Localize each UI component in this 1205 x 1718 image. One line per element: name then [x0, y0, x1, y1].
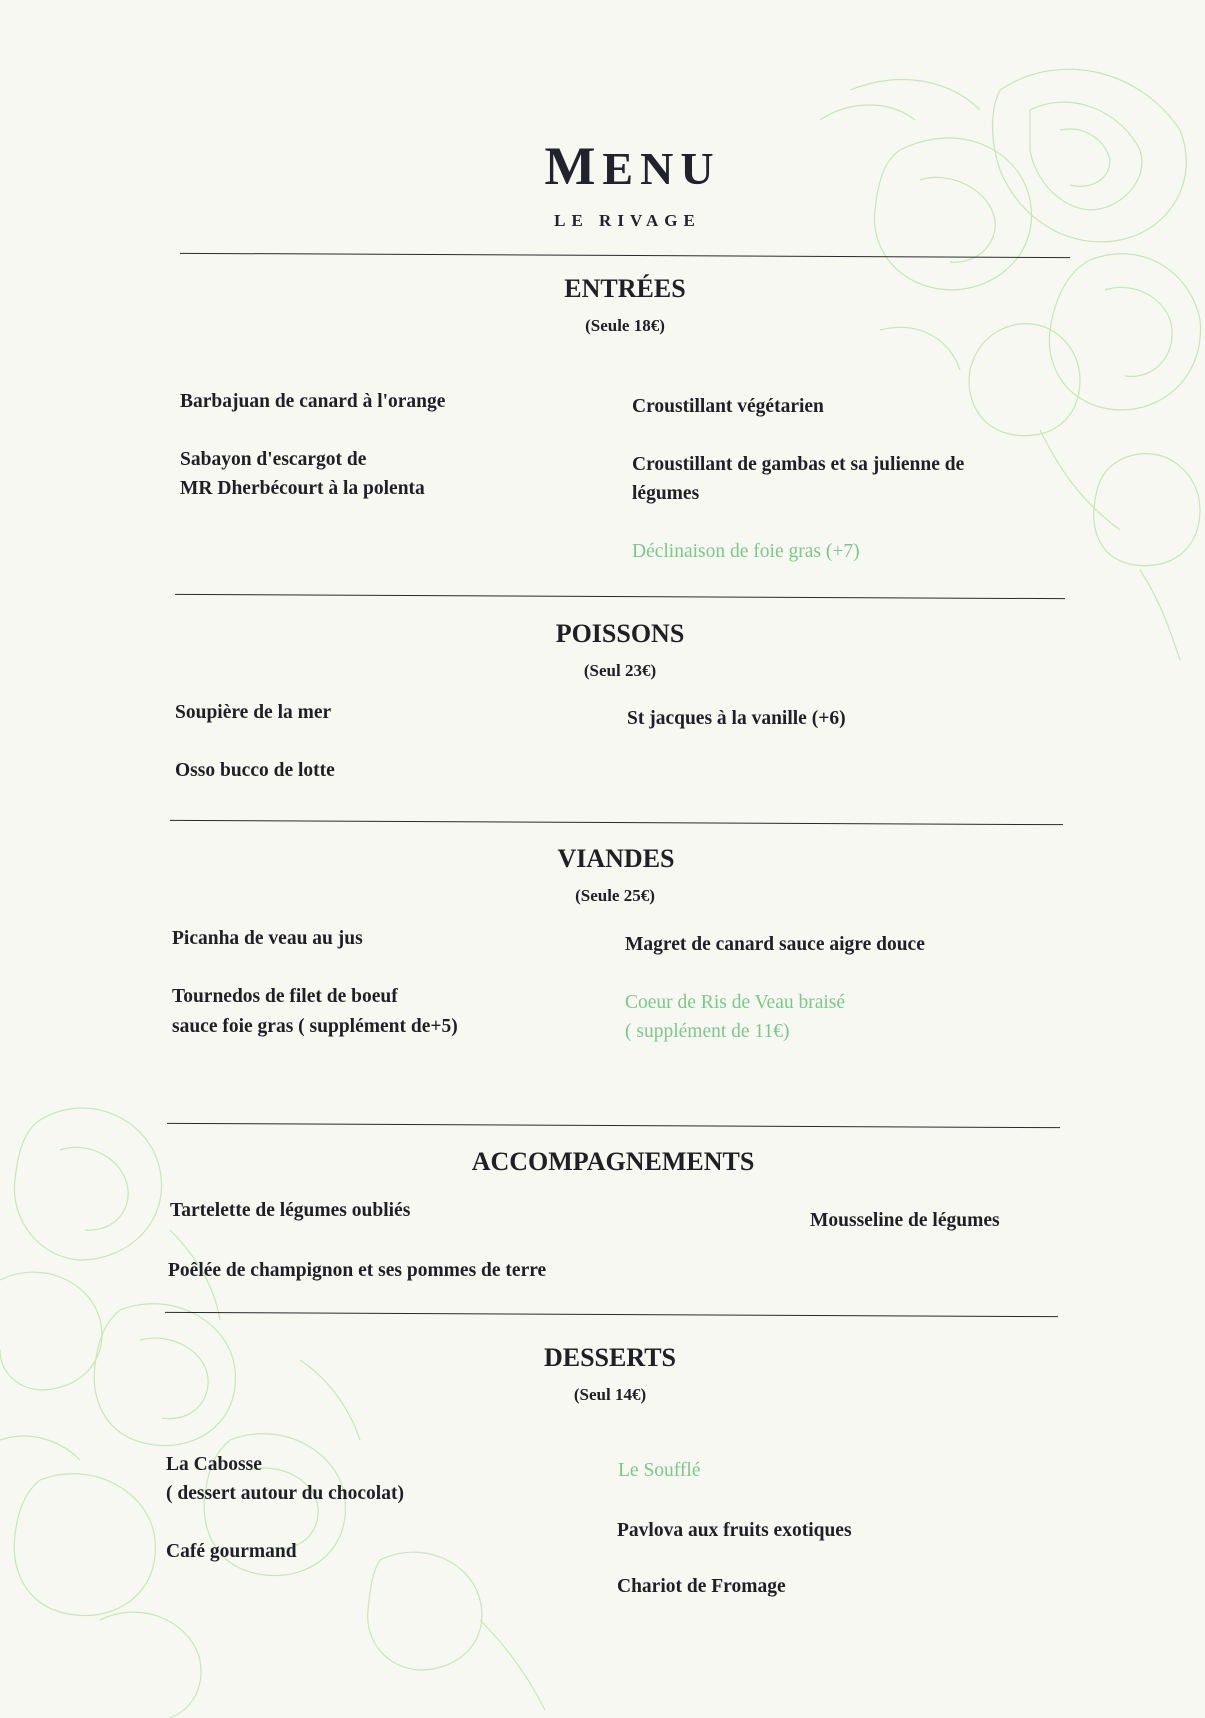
floral-decoration-top-right	[700, 30, 1205, 670]
menu-item: Café gourmand	[166, 1541, 297, 1562]
divider	[170, 820, 1063, 825]
menu-item: MR Dherbécourt à la polenta	[180, 478, 425, 499]
menu-item: sauce foie gras ( supplément de+5)	[172, 1016, 458, 1037]
section-price-entrees: (Seule 18€)	[585, 316, 665, 335]
section-title-entrees: ENTRÉES	[564, 274, 686, 303]
menu-item: légumes	[632, 483, 700, 504]
section-title-desserts: DESSERTS	[543, 1343, 677, 1372]
menu-item: Croustillant de gambas et sa julienne de	[632, 454, 965, 475]
section-title-poissons: POISSONS	[555, 619, 685, 648]
section-price-desserts: (Seul 14€)	[573, 1385, 647, 1404]
menu-title: MENU	[544, 136, 721, 196]
menu-item: ( dessert autour du chocolat)	[166, 1483, 404, 1504]
restaurant-name: LE RIVAGE	[554, 211, 701, 230]
section-title-accompagnements: ACCOMPAGNEMENTS	[471, 1147, 755, 1176]
section-price-viandes: (Seule 25€)	[575, 886, 655, 905]
divider	[165, 1312, 1058, 1317]
menu-item-highlight: Le Soufflé	[618, 1460, 701, 1481]
menu-item: Croustillant végétarien	[632, 396, 824, 417]
menu-item: Pavlova aux fruits exotiques	[617, 1520, 852, 1541]
menu-item-supplement: Déclinaison de foie gras (+7)	[632, 541, 860, 562]
menu-item: La Cabosse	[166, 1454, 262, 1475]
menu-item: Osso bucco de lotte	[175, 760, 335, 781]
menu-item: Barbajuan de canard à l'orange	[180, 391, 446, 412]
menu-item: Picanha de veau au jus	[172, 928, 363, 949]
menu-item: Tournedos de filet de boeuf	[172, 986, 398, 1007]
menu-item: Mousseline de légumes	[810, 1210, 1000, 1231]
menu-item-supplement: ( supplément de 11€)	[625, 1021, 790, 1042]
section-price-poissons: (Seul 23€)	[583, 661, 657, 680]
menu-item-supplement: Coeur de Ris de Veau braisé	[625, 992, 846, 1013]
menu-item: Soupière de la mer	[175, 702, 332, 723]
menu-item: Poêlée de champignon et ses pommes de terre	[168, 1260, 547, 1281]
divider	[180, 253, 1070, 258]
menu-item: Sabayon d'escargot de	[180, 449, 367, 470]
menu-item: Magret de canard sauce aigre douce	[625, 934, 925, 955]
menu-item: Chariot de Fromage	[617, 1576, 786, 1597]
divider	[175, 594, 1065, 599]
menu-item: St jacques à la vanille (+6)	[627, 708, 846, 729]
section-title-viandes: VIANDES	[557, 844, 675, 873]
menu-item: Tartelette de légumes oubliés	[170, 1200, 411, 1221]
divider	[167, 1123, 1060, 1128]
